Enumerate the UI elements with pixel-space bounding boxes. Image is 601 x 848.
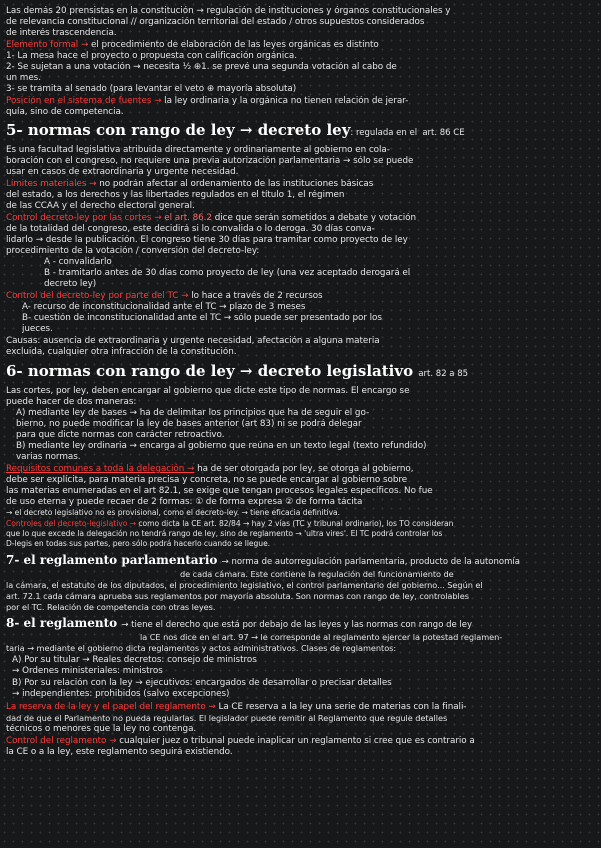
section-5-ref: art. 86 CE: [422, 128, 465, 138]
position-line: quía, sino de competencia.: [6, 107, 124, 117]
section-6-ref: art. 82 a 85: [418, 369, 469, 379]
s5-control-line: lidarlo → desde la publicación. El congreso tiene 30 días para tramitar como proyecto de ley: [6, 235, 408, 245]
position-line: [6, 96, 595, 107]
s5-option: A - convalidarlo: [44, 257, 112, 267]
s5-limits-line: del estado, a los derechos y las libertades regulados en el título 1, el régimen: [6, 190, 345, 200]
s6-req-line: de uso eterna y puede recaer de 2 formas: ① de forma expresa ② de forma tácita: [6, 497, 363, 507]
intro-line: de relevancia constitucional // organización territorial del estado / otros supuestos considerados: [6, 17, 425, 27]
intro-line: Las demás 20 prensistas en la constitución → regulación de instituciones y órganos constitucionales y: [6, 6, 451, 16]
s8-reserve-line: técnicos o menores que la ley no contenga.: [6, 724, 197, 734]
s5-tc-item: B- cuestión de inconstitucionalidad ante el TC → sólo puede ser presentado por los: [22, 313, 382, 323]
s5-limits-line: [6, 179, 595, 190]
s7-body-line: art. 72.1 cada cámara aprueba sus reglamentos por mayoría absoluta. Son normas con rango de ley, controlables: [6, 591, 469, 601]
s6-req-line: → el decreto legislativo no es provisional, como el decreto-ley. → tiene eficacia definitiva.: [6, 508, 340, 517]
s6-body-line: puede hacer de dos maneras:: [6, 397, 137, 407]
position-text: la ley ordinaria y la orgánica no tienen relación de jerar-: [164, 96, 409, 106]
s8-ctrl-label: Control del reglamento →: [6, 736, 117, 746]
s8-ctrl-line: la CE o a la ley, este reglamento seguirá existiendo.: [6, 747, 233, 757]
procedure-item: 2- Se sujetan a una votación → necesita ½ ⊕1. se prevé una segunda votación al cabo de: [6, 62, 397, 72]
s5-causes-line: Causas: ausencia de extraordinaria y urgente necesidad, afectación a alguna materia: [6, 336, 380, 346]
section-5-tail: : regulada en el: [350, 128, 418, 138]
section-8-heading: [6, 616, 595, 633]
section-8-tail: → tiene el derecho que está por debajo de las leyes y las normas con rango de ley: [121, 620, 473, 630]
s8-ctrl-line: [6, 736, 595, 747]
procedure-line: [6, 40, 595, 51]
s5-tc-item: jueces.: [22, 324, 53, 334]
s5-control-ref: el art. 86.2: [164, 213, 212, 223]
s6-req-line: las materias enumeradas en el art 82.1, se exige que tengan procesos legales específicos. No fue: [6, 486, 433, 496]
section-5-heading: [6, 121, 595, 142]
s6-ctrl-line: [6, 519, 595, 530]
s6-body-line: A) mediante ley de bases → ha de delimitar los principios que ha de seguir el go-: [16, 408, 370, 418]
s6-body-line: B) mediante ley ordinaria → encarga al gobierno que reúna en un texto legal (texto refundido): [16, 441, 427, 451]
section-5-title: 5- normas con rango de ley → decreto ley: [6, 121, 351, 139]
section-7-heading: [6, 553, 595, 570]
s5-limits-text: no podrán afectar al ordenamiento de las instituciones básicas: [99, 179, 374, 189]
s7-body-line: de cada cámara. Este contiene la regulación del funcionamiento de: [180, 569, 454, 579]
s8-reserve-line: dad de que el Parlamento no pueda regularlas. El legislador puede remitir al Reglamento que regule detalles: [6, 713, 448, 723]
s5-control-line: [6, 213, 595, 224]
s5-option: B - tramitarlo antes de 30 días como proyecto de ley (una vez aceptado derogará el: [44, 268, 411, 278]
s7-body-line: por el TC. Relación de competencia con otras leyes.: [6, 602, 216, 612]
s8-body-line: B) Por su relación con la ley → ejecutivos: encargados de desarrollar o precisar detalles: [12, 678, 392, 688]
s5-body-line: usar en casos de extraordinaria y urgente necesidad.: [6, 167, 239, 177]
s5-tc-item: A- recurso de inconstitucionalidad ante el TC → plazo de 3 meses: [22, 302, 306, 312]
s5-limits-label: Límites materiales →: [6, 179, 97, 189]
s5-control-line: de la totalidad del congreso, este decidirá si lo convalida o lo deroga. 30 días conva-: [6, 224, 375, 234]
intro-line: de interés trascendencia.: [6, 28, 117, 38]
position-label: Posición en el sistema de fuentes →: [6, 96, 162, 106]
s5-control-text: dice que serán sometidos a debate y votación: [214, 213, 417, 223]
s8-body-line: → Órdenes ministeriales: ministros: [12, 666, 163, 676]
s6-req-text: ha de ser otorgada por ley, se otorga al gobierno,: [197, 464, 414, 474]
s6-ctrl-text: como dicta la CE art. 82/84 → hay 2 vías (TC y tribunal ordinario), los TO consideran: [138, 519, 454, 528]
s5-tc-line: [6, 291, 595, 302]
s8-body-line: A) Por su titular → Reales decretos: consejo de ministros: [12, 655, 257, 665]
s5-control-line: procedimiento de la votación / conversión del decreto-ley:: [6, 246, 260, 256]
s5-control-label: Control decreto-ley por las cortes →: [6, 213, 162, 223]
s6-body-line: varias normas.: [16, 452, 81, 462]
section-8-title: 8- el reglamento: [6, 616, 118, 630]
s6-req-label: Requisitos comunes a toda la delegación →: [6, 464, 195, 474]
s5-tc-text: lo hace a través de 2 recursos: [191, 291, 323, 301]
s5-body-line: Es una facultad legislativa atribuida directamente y ordinariamente al gobierno en cola-: [6, 145, 390, 155]
s6-req-line: debe ser explícita, para materia precisa y concreta, no se puede encargar al gobierno sobre: [6, 475, 408, 485]
s6-body-line: Las cortes, por ley, deben encargar al gobierno que dicte este tipo de normas. El encargo se: [6, 386, 410, 396]
s8-body-line: la CE nos dice en el art. 97 → le corresponde al reglamento ejercer la potestad reglamen-: [140, 632, 503, 642]
procedure-label: Elemento formal →: [6, 40, 89, 50]
s6-ctrl-label: Controles del decreto-legislativo →: [6, 519, 136, 528]
procedure-item: 1- La mesa hace el proyecto o propuesta con calificación orgánica.: [6, 51, 297, 61]
s6-body-line: para que dicte normas con carácter retroactivo.: [16, 430, 225, 440]
s6-body-line: bierno, no puede modificar la ley de bases anterior (art 83) ni se podrá delegar: [16, 419, 362, 429]
s8-reserve-label: La reserva de la ley y el papel del reglamento →: [6, 702, 216, 712]
procedure-text: el procedimiento de elaboración de las leyes orgánicas es distinto: [91, 40, 379, 50]
section-6-title: 6- normas con rango de ley → decreto legislativo: [6, 362, 414, 380]
procedure-item: 3- se tramita al senado (para levantar el veto ⊕ mayoría absoluta): [6, 84, 297, 94]
section-7-title: 7- el reglamento parlamentario: [6, 553, 218, 567]
section-6-heading: [6, 362, 595, 383]
procedure-item: un mes.: [6, 73, 41, 83]
s5-option: decreto ley): [44, 279, 97, 289]
s8-body-line: taria → mediante el gobierno dicta reglamentos y actos administrativos. Clases de reglamentos:: [6, 643, 397, 653]
s5-body-line: boración con el congreso, no requiere una previa autorización parlamentaria → sólo se puede: [6, 156, 414, 166]
s8-reserve-text: La CE reserva a la ley una serie de materias con la finali-: [218, 702, 467, 712]
s8-reserve-line: [6, 702, 595, 713]
s5-limits-line: de las CCAA y el derecho electoral general.: [6, 201, 195, 211]
s5-causes-line: excluida, cualquier otra infracción de la constitución.: [6, 347, 237, 357]
s6-req-line: [6, 464, 595, 475]
s7-body-line: la cámara, el estatuto de los diputados, el procedimiento legislativo, el control parlamentario del gobierno... Según el: [6, 580, 483, 590]
s5-tc-label: Control del decreto-ley por parte del TC →: [6, 291, 189, 301]
s6-ctrl-line: que lo que excede la delegación no tendrá rango de ley, sino de reglamento → 'ultra vires'. El TC podrá controlar los: [6, 529, 443, 538]
s8-body-line: → independientes: prohibidos (salvo excepciones): [12, 689, 230, 699]
s8-ctrl-text: cualquier juez o tribunal puede inaplicar un reglamento si cree que es contrario a: [119, 736, 475, 746]
section-7-tail: → norma de autorregulación parlamentaria, producto de la autonomía: [221, 557, 520, 567]
s6-ctrl-line: D-legis en todas sus partes, pero sólo podrá hacerlo cuando se llegue.: [6, 539, 271, 548]
